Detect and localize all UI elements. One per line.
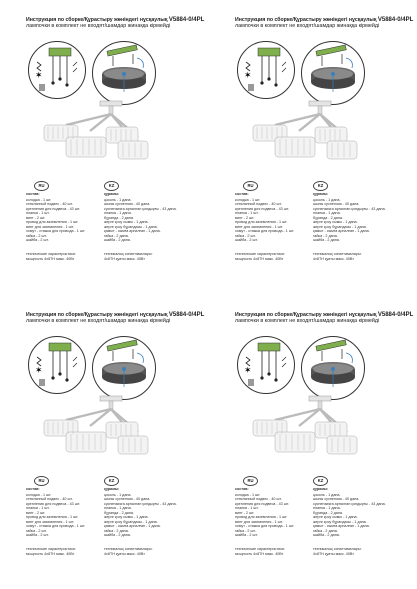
chandelier-illustration	[235, 97, 365, 169]
contents-ru	[235, 192, 307, 261]
contents-item: провод для заземления - 1 шт.	[26, 515, 79, 520]
contents-kz	[104, 192, 176, 261]
tech-heading: технические характеристики:	[235, 252, 285, 257]
svg-text:✶: ✶	[35, 71, 43, 81]
tech-heading: технические характеристики:	[26, 252, 76, 257]
title-main: Инструкция по сборке/Құрастыру жөніндегі нұсқаулық	[26, 312, 169, 318]
contents-item: винт для заземления - 1 шт.	[235, 224, 283, 229]
contents-heading: құрамы:	[313, 192, 329, 196]
contents-item: суспензияга арналган қондырғы - 43 дана.	[313, 501, 386, 506]
contents-item: жерге қосу сымы - 1 дана.	[313, 515, 358, 520]
contents-item: шыны суспензия - 40 дана.	[313, 497, 360, 502]
contents-item: планка - 1 шт.	[26, 506, 50, 511]
contents-item: гайка - 2 шт.	[26, 233, 47, 238]
contents-heading: состав:	[26, 192, 40, 196]
tech-spec: мощность 4х8ТН макс. 40Вт	[26, 256, 75, 261]
lang-badge-ru: RU	[243, 181, 258, 191]
contents-item: провод для заземления - 1 шт.	[26, 220, 79, 225]
contents-item: винт для заземления - 1 шт.	[26, 224, 74, 229]
contents-item: стеклянный подвес - 40 шт.	[235, 202, 282, 207]
contents-item: шайба - 2 шт.	[26, 238, 49, 243]
lang-badge-kz: KZ	[104, 181, 119, 191]
tech-heading: технические характеристики:	[26, 547, 76, 552]
contents-item: планка - 1 дана.	[104, 211, 132, 216]
svg-text:✶: ✶	[244, 366, 252, 376]
contents-item: қамыт - сымға арналған - 1 дана.	[104, 524, 161, 529]
detail-circle-mount	[92, 336, 156, 400]
instruction-sheet	[0, 295, 208, 589]
contents-item: провод для заземления - 1 шт.	[235, 220, 288, 225]
lang-badge-ru: RU	[34, 181, 49, 191]
contents-item: крепления для подвеса - 43 шт.	[235, 206, 290, 211]
contents-item: жерге қосу бұрандасы - 1 дана.	[313, 224, 367, 229]
contents-item: винт для заземления - 1 шт.	[235, 519, 283, 524]
contents-item: суспензияга арналган қондырғы - 43 дана.	[313, 206, 386, 211]
sheet-title	[26, 312, 206, 325]
contents-item: хомут - стяжка для провода - 1 шт.	[235, 524, 295, 529]
contents-item: крепления для подвеса - 43 шт.	[26, 206, 81, 211]
contents-item: гайка - 2 дана.	[313, 233, 338, 238]
contents-item: винт - 2 шт.	[26, 215, 46, 220]
contents-item: планка - 1 дана.	[313, 506, 341, 511]
contents-item: шайба - 2 дана.	[104, 533, 131, 538]
sheet-title	[235, 17, 415, 30]
wiring-diagram-icon	[29, 337, 85, 393]
tech-spec: 4х8ТН қуаты макс. 40Вт	[104, 551, 145, 556]
contents-heading: құрамы:	[104, 192, 120, 196]
lang-badge-ru: RU	[243, 476, 258, 486]
contents-item: колодка - 1 шт.	[235, 492, 261, 497]
contents-item: бұранда - 2 дана.	[313, 215, 343, 220]
svg-text:✶: ✶	[244, 71, 252, 81]
contents-item: винт - 2 шт.	[26, 510, 46, 515]
lang-badge-ru: RU	[34, 476, 49, 486]
lang-badge-kz: KZ	[313, 181, 328, 191]
tech-heading: техникалық сипаттамалары:	[104, 547, 153, 552]
contents-item: қамыт - сымға арналған - 1 дана.	[313, 229, 370, 234]
contents-item: қамыт - сымға арналған - 1 дана.	[104, 229, 161, 234]
wiring-diagram-icon	[238, 337, 294, 393]
contents-item: хомут - стяжка для провода - 1 шт.	[26, 524, 86, 529]
model-number: V5884-0/4PL	[168, 17, 205, 23]
contents-item: бұранда - 2 дана.	[104, 510, 134, 515]
contents-kz	[313, 192, 385, 261]
contents-item: шыны суспензия - 40 дана.	[104, 497, 151, 502]
tech-spec: 4х8ТН қуаты макс. 40Вт	[104, 256, 145, 261]
sheet-title	[235, 312, 415, 325]
mounting-plate-icon	[93, 337, 155, 399]
contents-item: стеклянный подвес - 40 шт.	[26, 202, 73, 207]
instruction-sheet	[209, 0, 417, 294]
title-main: Инструкция по сборке/Құрастыру жөніндегі нұсқаулық	[235, 312, 378, 318]
detail-circle-wiring	[28, 336, 86, 394]
detail-circle-mount	[92, 41, 156, 105]
contents-item: планка - 1 шт.	[26, 211, 50, 216]
tech-spec: мощность 4х8ТН макс. 40Вт	[235, 551, 284, 556]
contents-item: гайка - 2 дана.	[313, 528, 338, 533]
contents-heading: состав:	[235, 192, 249, 196]
contents-item: гайка - 2 шт.	[235, 528, 256, 533]
tech-heading: технические характеристики:	[235, 547, 285, 552]
contents-item: жерге қосу сымы - 1 дана.	[104, 220, 149, 225]
contents-item: цоколь - 1 дана.	[104, 197, 132, 202]
contents-item: цоколь - 1 дана.	[104, 492, 132, 497]
contents-heading: құрамы:	[104, 487, 120, 491]
contents-item: гайка - 2 дана.	[104, 528, 129, 533]
contents-item: шайба - 2 дана.	[313, 533, 340, 538]
lang-badge-kz: KZ	[104, 476, 119, 486]
wiring-diagram-icon	[29, 42, 85, 98]
instruction-sheet	[0, 0, 208, 294]
contents-item: шыны суспензия - 40 дана.	[104, 202, 151, 207]
tech-spec: мощность 4х8ТН макс. 40Вт	[235, 256, 284, 261]
contents-heading: состав:	[26, 487, 40, 491]
contents-item: колодка - 1 шт.	[26, 492, 52, 497]
detail-circle-mount	[301, 336, 365, 400]
title-subtitle: лампочки в комплект не входят/шамдар жинаққа кірмейді	[235, 318, 380, 325]
contents-item: жерге қосу сымы - 1 дана.	[104, 515, 149, 520]
svg-text:✶: ✶	[35, 366, 43, 376]
contents-item: гайка - 2 шт.	[26, 528, 47, 533]
contents-item: хомут - стяжка для провода - 1 шт.	[26, 229, 86, 234]
contents-item: цоколь - 1 дана.	[313, 197, 341, 202]
sheet-title	[26, 17, 206, 30]
model-number: V5884-0/4PL	[377, 17, 414, 23]
contents-item: гайка - 2 шт.	[235, 233, 256, 238]
contents-item: винт - 2 шт.	[235, 215, 255, 220]
contents-item: жерге қосу бұрандасы - 1 дана.	[104, 224, 158, 229]
model-number: V5884-0/4PL	[377, 312, 414, 318]
tech-heading: техникалық сипаттамалары:	[313, 252, 362, 257]
contents-item: хомут - стяжка для провода - 1 шт.	[235, 229, 295, 234]
contents-item: крепления для подвеса - 43 шт.	[26, 501, 81, 506]
contents-item: шайба - 2 дана.	[104, 238, 131, 243]
detail-circle-wiring	[237, 41, 295, 99]
contents-item: қамыт - сымға арналған - 1 дана.	[313, 524, 370, 529]
wiring-diagram-icon	[238, 42, 294, 98]
contents-item: суспензияга арналган қондырғы - 43 дана.	[104, 206, 177, 211]
contents-item: шайба - 2 шт.	[26, 533, 49, 538]
contents-item: провод для заземления - 1 шт.	[235, 515, 288, 520]
chandelier-illustration	[26, 97, 156, 169]
contents-kz	[104, 487, 176, 556]
title-subtitle: лампочки в комплект не входят/шамдар жинаққа кірмейді	[26, 318, 171, 325]
contents-item: шыны суспензия - 40 дана.	[313, 202, 360, 207]
contents-ru	[235, 487, 307, 556]
contents-item: колодка - 1 шт.	[26, 197, 52, 202]
contents-item: винт для заземления - 1 шт.	[26, 519, 74, 524]
title-main: Инструкция по сборке/Құрастыру жөніндегі нұсқаулық	[235, 17, 378, 23]
title-main: Инструкция по сборке/Құрастыру жөніндегі нұсқаулық	[26, 17, 169, 23]
contents-item: суспензияга арналган қондырғы - 43 дана.	[104, 501, 177, 506]
tech-heading: техникалық сипаттамалары:	[313, 547, 362, 552]
tech-heading: техникалық сипаттамалары:	[104, 252, 153, 257]
contents-item: шайба - 2 шт.	[235, 238, 258, 243]
contents-item: бұранда - 2 дана.	[313, 510, 343, 515]
contents-item: планка - 1 шт.	[235, 506, 259, 511]
contents-kz	[313, 487, 385, 556]
contents-item: винт - 2 шт.	[235, 510, 255, 515]
contents-item: шайба - 2 шт.	[235, 533, 258, 538]
title-subtitle: лампочки в комплект не входят/шамдар жинаққа кірмейді	[235, 23, 380, 30]
contents-heading: құрамы:	[313, 487, 329, 491]
tech-spec: 4х8ТН қуаты макс. 40Вт	[313, 551, 354, 556]
contents-item: колодка - 1 шт.	[235, 197, 261, 202]
contents-item: крепления для подвеса - 43 шт.	[235, 501, 290, 506]
lang-badge-kz: KZ	[313, 476, 328, 486]
contents-item: планка - 1 шт.	[235, 211, 259, 216]
contents-ru	[26, 192, 98, 261]
tech-spec: мощность 4х8ТН макс. 40Вт	[26, 551, 75, 556]
contents-item: планка - 1 дана.	[104, 506, 132, 511]
contents-item: жерге қосу бұрандасы - 1 дана.	[313, 519, 367, 524]
contents-item: жерге қосу бұрандасы - 1 дана.	[104, 519, 158, 524]
contents-item: бұранда - 2 дана.	[104, 215, 134, 220]
chandelier-illustration	[235, 392, 365, 464]
contents-heading: состав:	[235, 487, 249, 491]
mounting-plate-icon	[302, 42, 364, 104]
contents-item: цоколь - 1 дана.	[313, 492, 341, 497]
detail-circle-wiring	[237, 336, 295, 394]
contents-item: стеклянный подвес - 40 шт.	[26, 497, 73, 502]
mounting-plate-icon	[93, 42, 155, 104]
mounting-plate-icon	[302, 337, 364, 399]
detail-circle-mount	[301, 41, 365, 105]
contents-item: жерге қосу сымы - 1 дана.	[313, 220, 358, 225]
instruction-sheet	[209, 295, 417, 589]
contents-item: гайка - 2 дана.	[104, 233, 129, 238]
tech-spec: 4х8ТН қуаты макс. 40Вт	[313, 256, 354, 261]
title-subtitle: лампочки в комплект не входят/шамдар жинаққа кірмейді	[26, 23, 171, 30]
contents-ru	[26, 487, 98, 556]
detail-circle-wiring	[28, 41, 86, 99]
contents-item: планка - 1 дана.	[313, 211, 341, 216]
chandelier-illustration	[26, 392, 156, 464]
contents-item: стеклянный подвес - 40 шт.	[235, 497, 282, 502]
contents-item: шайба - 2 дана.	[313, 238, 340, 243]
model-number: V5884-0/4PL	[168, 312, 205, 318]
